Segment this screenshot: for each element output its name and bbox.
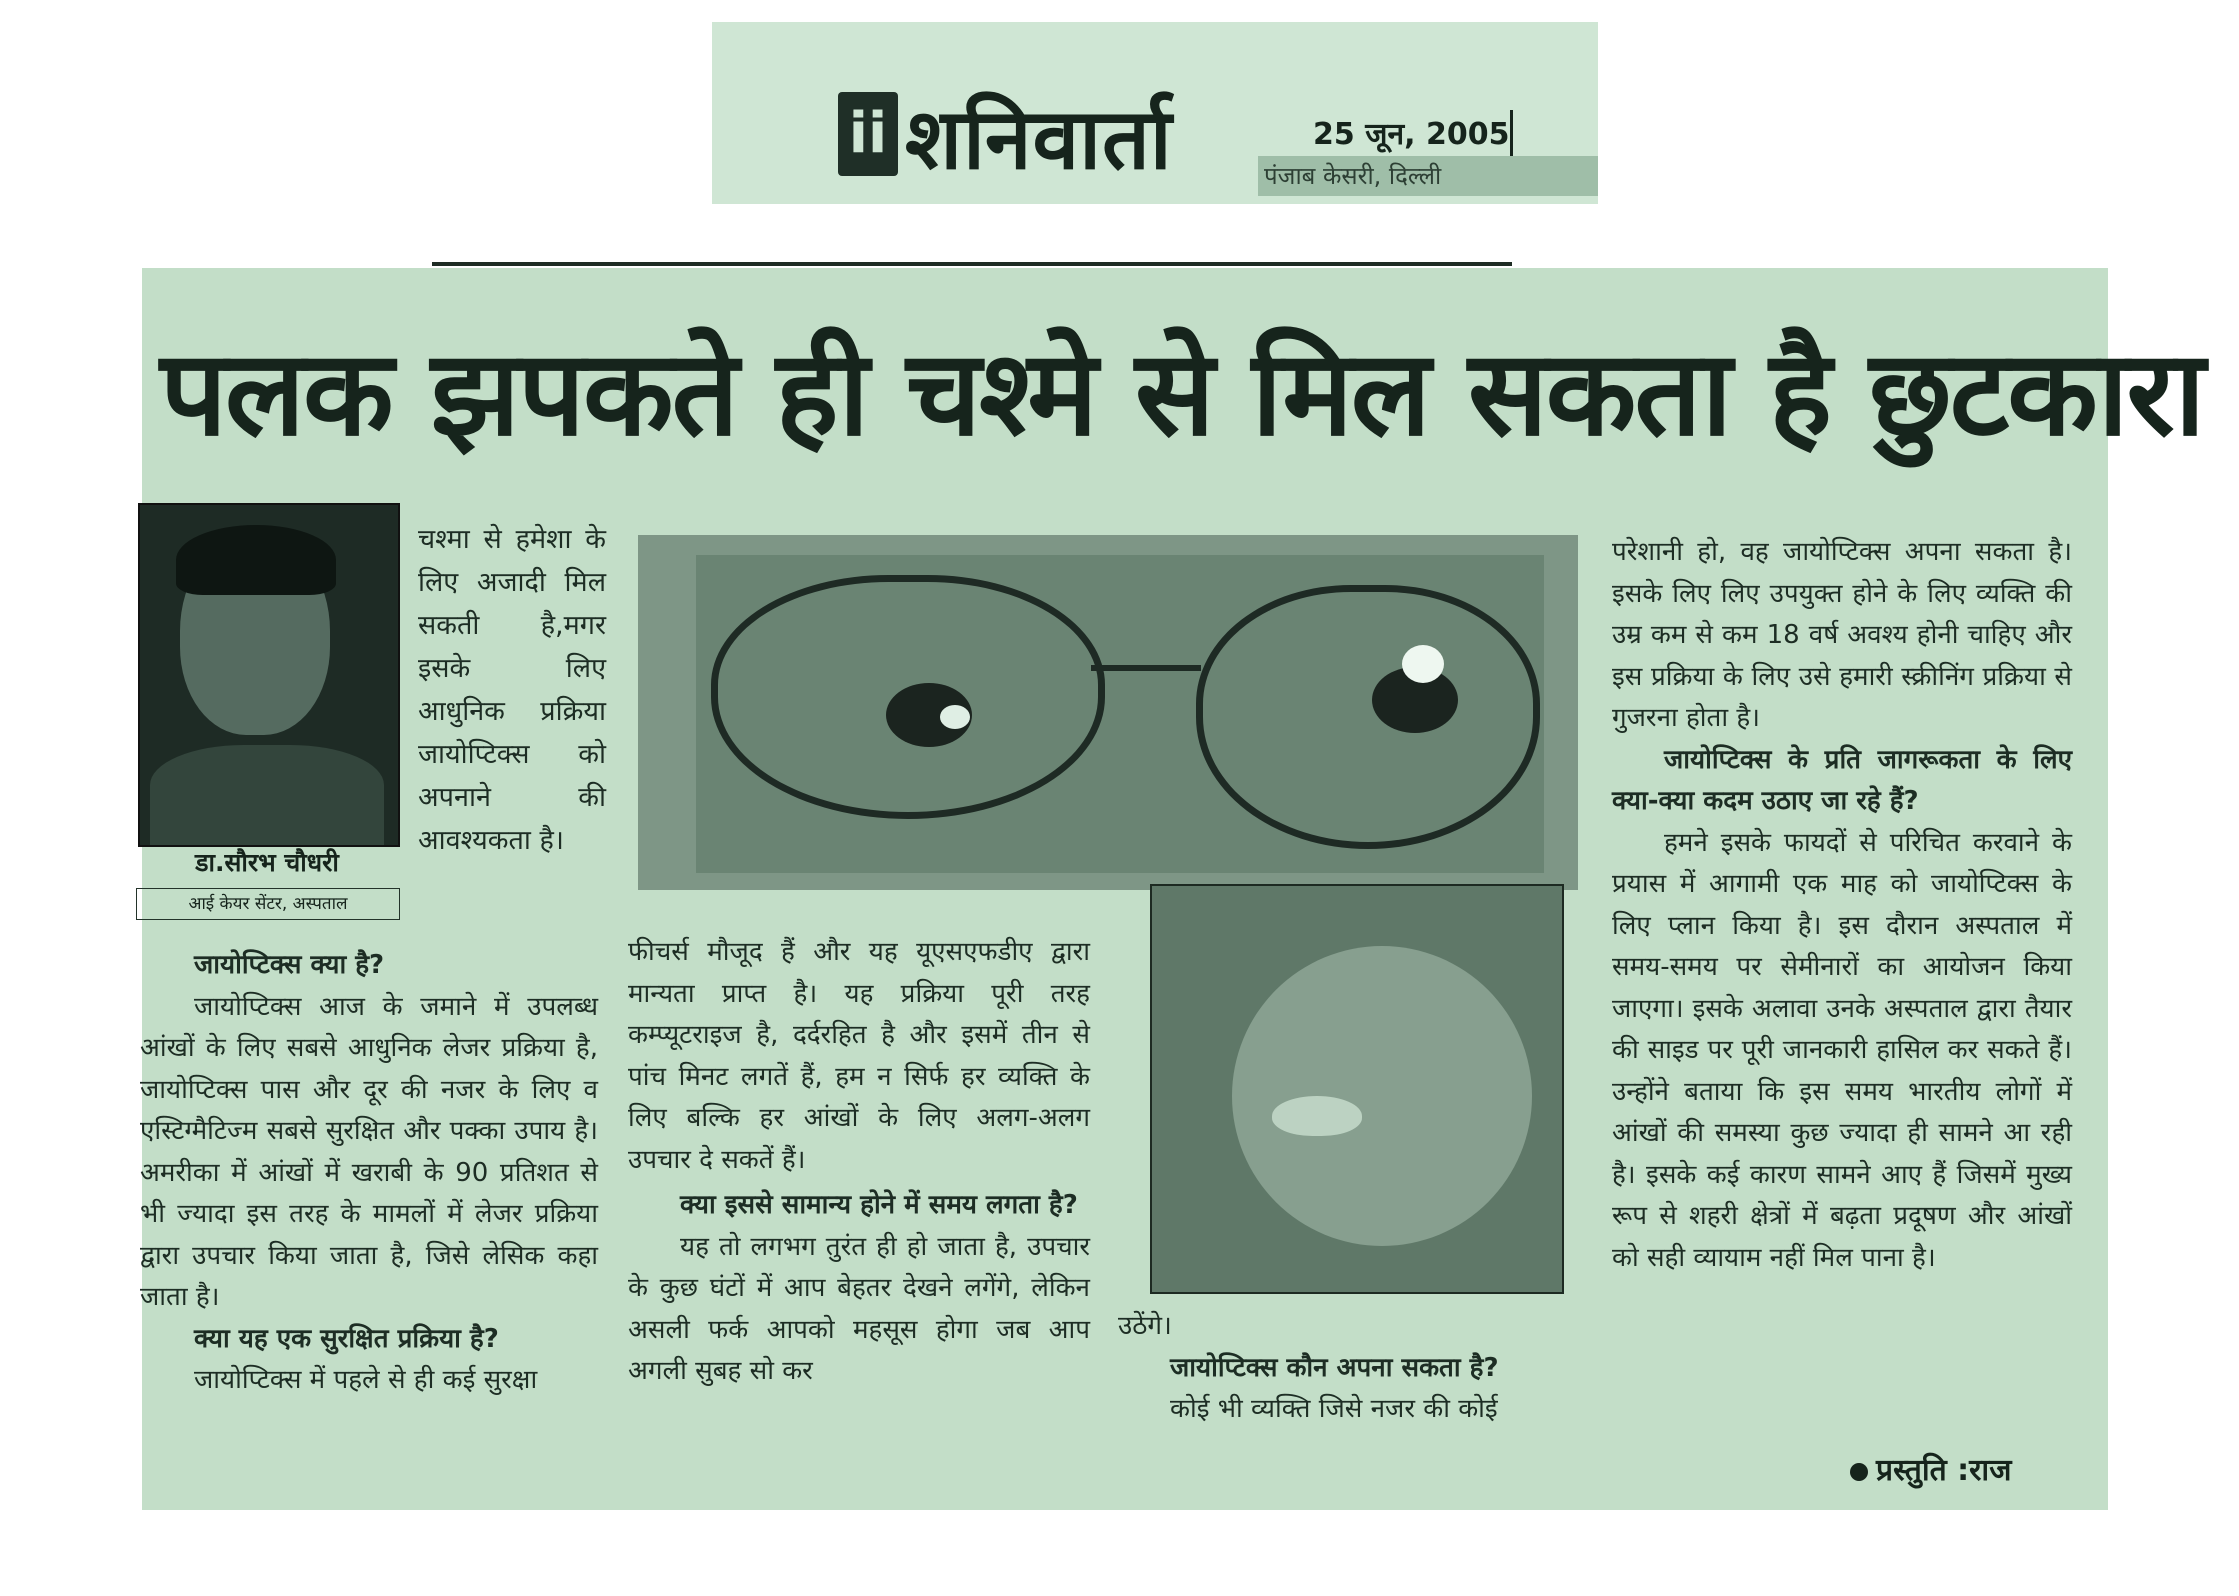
photo-inner [696,555,1544,873]
fingertip [1232,946,1532,1246]
portrait-caption-affiliation: आई केयर सेंटर, अस्पताल [136,888,400,920]
question-awareness: जायोप्टिक्स के प्रति जागरूकता के लिए क्या-क्या कदम उठाए जा रहे हैं? [1612,744,2072,816]
answer-is-safe: जायोप्टिक्स में पहले से ही कई सुरक्षा [194,1365,538,1395]
portrait-caption-name: डा.सौरभ चौधरी [195,848,339,877]
intro-text [418,518,606,862]
answer-who-can: कोई भी व्यक्ति जिसे नजर की कोई [1170,1394,1498,1424]
byline-text: प्रस्तुति :राज [1876,1453,2012,1488]
left-lens [711,575,1105,819]
headline: पलक झपकते ही चश्मे से मिल सकता है छुटकारा [160,324,2204,462]
bullet-icon [1850,1463,1868,1481]
masthead-date: 25 जून, 2005 [1313,117,1510,152]
left-glint [940,705,970,729]
masthead-logo: ii [838,92,898,176]
question-what-is: जायोप्टिक्स क्या है? [194,950,385,980]
right-glint [1402,645,1444,683]
column-4 [1612,532,2072,1279]
top-rule [432,262,1512,266]
column-1 [140,945,598,1402]
glasses-bridge [1091,665,1201,671]
column-3 [1118,1306,1570,1431]
answer-recovery-time: यह तो लगभग तुरंत ही हो जाता है, उपचार के कुछ घंटों में आप बेहतर देखने लगेंगे, लेकिन असली फर्क आपको महसूस होगा जब आप अगली सुबह सो कर [628,1231,1090,1386]
right-lens [1196,585,1540,849]
column-3-continuation: उठेंगे। [1118,1311,1172,1341]
eyeglasses-photo [638,535,1578,890]
question-who-can: जायोप्टिक्स कौन अपना सकता है? [1170,1352,1499,1383]
column-4-intro: परेशानी हो, वह जायोप्टिक्स अपना सकता है। इसके लिए लिए उपयुक्त होने के लिए व्यक्ति की उम्र कम से कम 18 वर्ष अवश्य होनी चाहिए और इस प्रक्रिया के लिए उसे हमारी स्क्रीनिंग प्रक्रिया से गुजरना होता है। [1612,537,2072,733]
column-2-intro: फीचर्स मौजूद हैं और यह यूएसएफडीए द्वारा मान्यता प्राप्त है। यह प्रक्रिया पूरी तरह कम्प्यूटराइज है, दर्दरहित है और इसमें तीन से पांच मिनट लगतें हैं, हम न सिर्फ हर व्यक्ति के लिए बल्कि हर आंखों के लिए अलग-अलग उपचार दे सकतें हैं। [628,937,1090,1175]
question-recovery-time: क्या इससे सामान्य होने में समय लगता है? [680,1190,1078,1220]
portrait-hair [176,525,336,595]
answer-what-is: जायोप्टिक्स आज के जमाने में उपलब्ध आंखों के लिए सबसे आधुनिक लेजर प्रक्रिया है, जायोप्टिक्स पास और दूर की नजर के लिए व एस्टिग्मैटिज्म सबसे सुरक्षित और पक्का उपाय है। अमरीका में आंखों में खराबी के 90 प्रतिशत से भी ज्यादा इस तरह के मामलों में लेजर प्रक्रिया द्वारा उपचार किया जाता है, जिसे लेसिक कहा जाता है। [140,991,598,1312]
byline-credit [1850,1448,2011,1489]
contact-lens [1272,1096,1362,1136]
intro-body: चश्मा से हमेशा के लिए अजादी मिल सकती है,मगर इसके लिए आधुनिक प्रक्रिया जायोप्टिक्स को अपनाने की आवश्यकता है। [418,524,606,856]
question-is-safe: क्या यह एक सुरक्षित प्रक्रिया है? [194,1323,499,1354]
answer-awareness: हमने इसके फायदों से परिचित करवाने के प्रयास में आगामी एक माह को जायोप्टिक्स के लिए प्लान किया है। इस दौरान अस्पताल में समय-समय पर सेमीनारों का आयोजन किया जाएगा। इसके अलावा उनके अस्पताल द्वारा तैयार की साइड पर पूरी जानकारी हासिल कर सकते हैं। उन्होंने बताया कि इस समय भारतीय लोगों में आंखों की समस्या कुछ ज्यादा ही सामने आ रही है। इसके कई कारण सामने आए हैं जिसमें मुख्य रूप से शहरी क्षेत्रों में बढ़ता प्रदूषण और आंखों को सही व्यायाम नहीं मिल पाना है। [1612,827,2072,1273]
masthead-name: शनिवार्ता [905,90,1173,188]
masthead-source: पंजाब केसरी, दिल्ली [1258,156,1598,196]
contact-lens-photo [1150,884,1564,1294]
portrait-photo [138,503,400,847]
portrait-body [150,745,384,845]
column-2 [628,932,1090,1393]
